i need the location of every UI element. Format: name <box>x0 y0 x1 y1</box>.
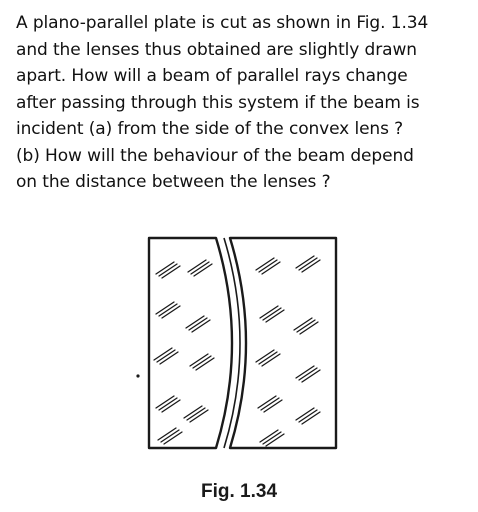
figure-caption: Fig. 1.34 <box>200 481 278 502</box>
problem-line: and the lenses thus obtained are slightly drawn <box>16 39 417 60</box>
lens-figure <box>130 228 350 456</box>
convex-lens-outline <box>149 238 232 448</box>
problem-line: A plano-parallel plate is cut as shown in Fig. 1.34 <box>16 13 429 33</box>
problem-text <box>16 10 468 196</box>
concave-lens-outline <box>230 238 336 448</box>
stray-mark <box>136 374 139 377</box>
problem-line: (b) How will the behaviour of the beam depend <box>16 145 414 166</box>
problem-line: apart. How will a beam of parallel rays change <box>16 66 408 86</box>
problem-line: incident (a) from the side of the convex lens ? <box>16 119 404 139</box>
problem-line: after passing through this system if the beam is <box>16 92 420 113</box>
problem-line: on the distance between the lenses ? <box>16 172 331 192</box>
lens-diagram <box>130 228 350 456</box>
